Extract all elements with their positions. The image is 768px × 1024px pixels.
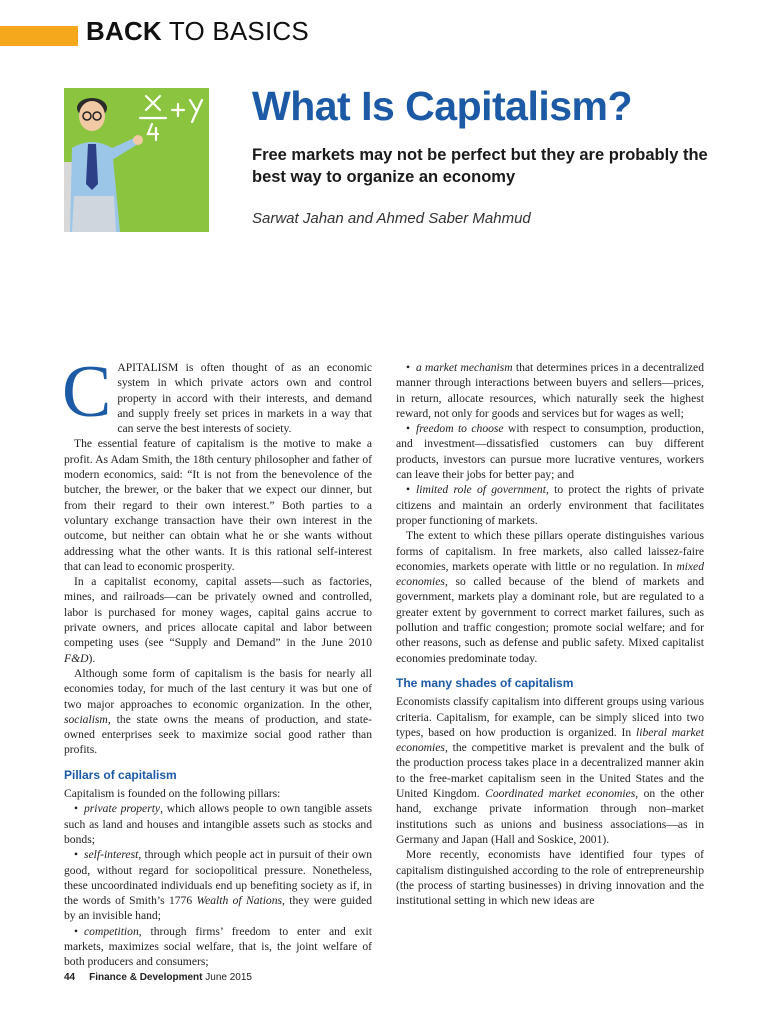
page-number: 44 <box>64 972 76 983</box>
teacher-at-chalkboard-icon <box>64 88 209 232</box>
drop-cap: C <box>62 351 112 433</box>
paragraph: The extent to which these pillars operate distinguishes various forms of capitalism. In free markets, also called laissez-faire economies, markets operate with little or no regulation. In mixed economies, so called because of the blend of markets and government, markets play a dominant role, but are regulated to a greater extent by government to correct market failures, such as pollution and traffic congestion; promote social welfare; and for other reasons, such as defense and public safety. Mixed capitalist economies predominate today. <box>396 529 704 665</box>
article-title: What Is Capitalism? <box>252 83 633 129</box>
section-heading-pillars: Pillars of capitalism <box>64 767 177 782</box>
magazine-name: Finance & Development <box>89 972 203 983</box>
paragraph: Although some form of capitalism is the basis for nearly all economies today, for much of the last century it was but one of two major approaches to economic organization. In the other, socialism, the state owns the means of production, and state-owned enterprises seek to maximize social good rather than profits. <box>64 666 372 757</box>
bullet-item: • self-interest, through which people act in pursuit of their own good, without regard for sociopolitical pressure. Nonetheless, these uncoordinated individuals end up benefiting society as if, in the words of Smith’s 1776 Wealth of Nations, they were guided by an invisible hand; <box>64 848 373 923</box>
page-footer <box>64 972 252 983</box>
paragraph: The essential feature of capitalism is the motive to make a profit. As Adam Smith, the 18th century philosopher and father of modern economics, said: “It is not from the benevolence of the butcher, the brewer, or the baker that we expect our dinner, but from their regard to their own interest.” Both parties to a voluntary exchange transaction have their own interest in the outcome, but neither can obtain what he or she wants without addressing what the other wants. It is this rational self-interest that can lead to economic prosperity. <box>64 437 372 573</box>
bullet-item: • private property, which allows people to own tangible assets such as land and houses and intangible assets such as stocks and bonds; <box>64 802 372 846</box>
paragraph: Capitalism is founded on the following pillars: <box>64 787 281 801</box>
section-label: BACK TO BASICS <box>86 16 309 46</box>
bullet-item: • limited role of government, to protect the rights of private citizens and maintain an orderly environment that facilitates proper functioning of markets. <box>396 483 704 527</box>
paragraph: In a capitalist economy, capital assets—such as factories, mines, and railroads—can be privately owned and controlled, labor is purchased for money wages, capital gains accrue to private owners, and prices allocate capital and labor between competing uses (see “Supply and Demand” in the June 2010 F&D). <box>64 575 372 665</box>
right-column <box>396 360 704 908</box>
paragraph: Economists classify capitalism into different groups using various criteria. Capitalism, for example, can be simply sliced into two types, based on how production is organized. In liberal market economies, the competitive market is prevalent and the bulk of the production process takes place in a decentralized manner akin to the free-market capitalism seen in the United States and the United Kingdom. Coordinated market economies, on the other hand, exchange private information through non–market institutions such as unions and business associations—as in Germany and Japan (Hall and Soskice, 2001). <box>396 695 704 846</box>
article-byline: Sarwat Jahan and Ahmed Saber Mahmud <box>252 210 531 227</box>
article-subtitle: Free markets may not be perfect but they are probably the best way to organize an economy <box>252 146 708 186</box>
paragraph: More recently, economists have identified four types of capitalism distinguished according to the role of entrepreneurship (the process of starting businesses) in driving innovation and the institutional setting in which new ideas are <box>396 848 704 908</box>
section-accent-bar <box>0 26 78 46</box>
bullet-item: • competition, through firms’ freedom to enter and exit markets, maximizes social welfare, that is, the joint welfare of both producers and consumers; <box>64 924 372 969</box>
bullet-item: • freedom to choose with respect to consumption, production, and investment—dissatisfied customers can buy different products, investors can pursue more lucrative ventures, workers can leave their jobs for better pay; and <box>396 422 704 482</box>
left-column <box>62 351 373 970</box>
issue-date: June 2015 <box>202 972 252 983</box>
section-heading-shades: The many shades of capitalism <box>396 675 574 690</box>
lead-paragraph: CAPITALISM is often thought of as an economic system in which private actors own and control property in accord with their interests, and demand and supply freely set prices in markets in a way that can serve the best interests of society. <box>62 351 372 436</box>
bullet-item: • a market mechanism that determines prices in a decentralized manner through interactions between buyers and sellers—prices, in return, allocate resources, which naturally seek the highest reward, not only for goods and services but for wages as well; <box>396 361 704 420</box>
